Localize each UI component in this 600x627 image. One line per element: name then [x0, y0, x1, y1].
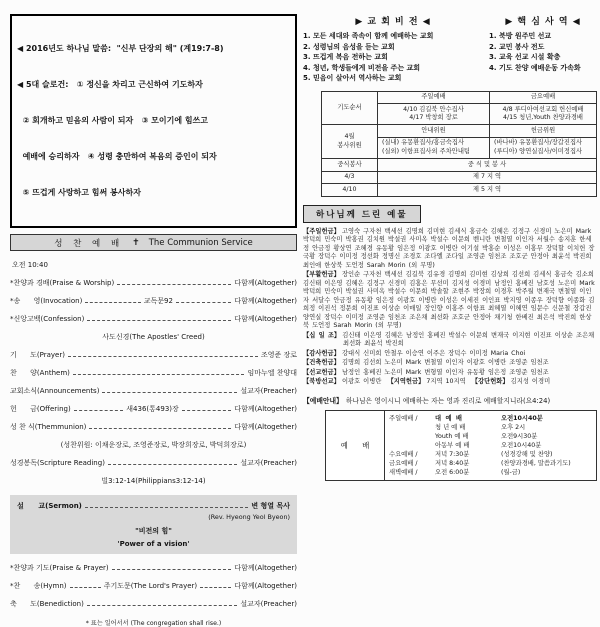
service-row — [10, 599, 297, 609]
offering-inline-row — [303, 378, 597, 387]
sermon-label: 설 교(Sermon) — [17, 502, 82, 510]
service-item-label: *찬 송(Hymn) — [10, 582, 67, 590]
worship-time: 오전10시40분 — [501, 414, 543, 422]
committee-entry: (루디아) 양연실집사/이미정집사 — [494, 147, 583, 155]
worship-name — [389, 432, 435, 441]
service-item-person: 다함께(Altogether) — [234, 423, 297, 431]
offering-tag: 【선교헌금】 — [303, 368, 340, 376]
service-item-person: 임마누엘 찬양대 — [247, 369, 297, 377]
dotted-leader — [73, 374, 245, 375]
service-row — [10, 296, 297, 306]
worship-time-row — [389, 414, 592, 423]
ministry-item: 2. 교민 봉사 전도 — [489, 42, 545, 51]
stand-footnote: * 표는 일어서서 (The congregation shall rise.) — [85, 620, 222, 627]
dotted-leader — [70, 587, 101, 588]
worship-time: 오후 2시 — [501, 423, 526, 431]
dotted-leader — [117, 284, 231, 285]
worship-times-rows — [385, 411, 596, 480]
slogan-line: 예배에 승리하자 ④ 성령 충만하여 복음의 증인이 되자 — [17, 152, 217, 161]
worship-type: 아동부 예 배 — [435, 441, 470, 449]
offering-tag: 【지역헌금】 — [387, 378, 425, 386]
communion-committee-line: (성찬위원: 이채운장로, 조영준장로, 박장희장로, 박덕희장로) — [60, 441, 247, 449]
sunday-service-header: 주일예배 — [378, 91, 490, 104]
worship-type: 대 예 배 — [435, 414, 463, 422]
worship-guide-line — [303, 395, 597, 405]
offering-tag: 【강단헌화】 — [471, 378, 509, 386]
service-item-label: *찬양과 기도(Praise & Prayer) — [10, 564, 109, 572]
friday-prayer-cell — [490, 104, 597, 125]
offering-block-thanks — [303, 350, 597, 359]
prayer-entry: 4/17 박창희 장로 — [409, 114, 458, 122]
offering-tag: 【건축헌금】 — [303, 359, 340, 367]
service-item-label: *찬양과 경배(Praise & Worship) — [10, 279, 115, 287]
service-item-label: 성경봉독(Scripture Reading) — [10, 459, 105, 467]
prayer-order-label: 기도순서 — [322, 91, 378, 125]
bulletin-right-page — [303, 14, 597, 481]
dotted-leader — [108, 464, 237, 465]
offering-block-building — [303, 359, 597, 368]
bulletin-left-page — [10, 14, 297, 627]
worship-name: 주일예배 / — [389, 414, 418, 422]
service-item-label: 축 도(Benediction) — [10, 600, 84, 608]
offering-tag: 【부활헌금】 — [303, 271, 340, 279]
friday-service-header: 금요예배 — [490, 91, 597, 104]
sermon-pastor: 변 형열 목사 — [251, 502, 290, 510]
guide-committee-cell — [378, 137, 490, 158]
prayer-entry: 4/10 김길북 안수집사 — [403, 105, 464, 113]
worship-guide-verse: 하나님은 영이시니 예배하는 자는 영과 진리로 예배할지니라(요4:24) — [345, 396, 551, 405]
worship-name — [389, 423, 435, 432]
offering-names: 김지성 이경미 — [510, 378, 551, 386]
worship-name: 새벽예배 / — [389, 468, 418, 476]
service-row — [10, 563, 297, 573]
service-row — [10, 278, 297, 288]
worship-type: 청 년 예 배 — [435, 423, 466, 431]
worship-time: 오전10시40분 — [501, 441, 542, 449]
worship-type: Youth 예 배 — [435, 432, 469, 440]
vision-item: 5. 믿음이 살아서 역사하는 교회 — [303, 74, 402, 82]
worship-times-table — [325, 410, 597, 481]
ministry-item: 3. 교육 선교 시설 확충 — [489, 53, 561, 61]
service-item-person: 설교자(Preacher) — [240, 600, 297, 608]
dotted-leader — [200, 587, 231, 588]
worship-type: 저녁 8:40분 — [435, 459, 470, 467]
sermon-pastor-english: (Rev. Hyeong Yeol Byeon) — [208, 513, 290, 521]
guide-committee-header: 안내위원 — [378, 125, 490, 138]
week-district-value: 제 7 지 역 — [378, 171, 597, 184]
slogan-line: ◀ 5대 슬로건: ① 정신을 차리고 근신하여 기도하자 — [17, 80, 203, 89]
sermon-row — [17, 501, 290, 511]
committee-entry: (바나바) 유몽환집사/장갑진집사 — [494, 139, 583, 147]
offering-tag: 【감사헌금】 — [303, 349, 340, 357]
service-item-person: 설교자(Preacher) — [240, 459, 297, 467]
dotted-leader — [74, 410, 124, 411]
vision-ministry-section — [303, 14, 597, 84]
service-item-mid: 새436(통493)장 — [126, 405, 179, 413]
week-district-value: 제 5 지 역 — [378, 184, 597, 197]
offering-committee-header: 헌금위원 — [490, 125, 597, 138]
service-row — [10, 368, 297, 378]
service-item-label: 교회소식(Announcements) — [10, 387, 100, 395]
volunteer-label-line: 봉사위원 — [337, 141, 362, 149]
offering-names: 강대식 신미희 안철우 이승연 이주은 장덕수 이미정 Maria Choi — [341, 349, 526, 357]
service-item-label: 기 도(Prayer) — [10, 351, 65, 359]
worship-name: 수요예배 / — [389, 450, 418, 458]
offering-names: 김신태 이은영 김혜은 남정인 홍베진 박설수 이문희 변재국 이지현 이진표 이상순 조은채 최선화 최윤석 박진희 — [342, 331, 595, 348]
worship-guide-tag: 【예배안내】 — [303, 396, 343, 405]
service-row — [10, 404, 297, 414]
worship-type: 오전 6:00분 — [435, 468, 470, 476]
offering-names: 김명희 김선희 노은미 Mark 변철열 이인자 이광호 이병란 조영준 임천조 — [341, 359, 549, 367]
ministry-item: 1. 북방 원주민 선교 — [489, 32, 552, 40]
worship-table-label: 예 배 — [326, 411, 385, 480]
worship-time: (성경강해 및 찬양) — [501, 450, 553, 458]
committee-entry: (실외) 이항표집사외 주차안내팀 — [382, 147, 470, 155]
dotted-leader — [112, 569, 232, 570]
service-item-label: 헌 금(Offering) — [10, 405, 71, 413]
theme-line: ◀ 2016년도 하나님 말씀: "신부 단장의 해" (계19:7-8) — [17, 44, 224, 53]
worship-time-row — [389, 432, 592, 441]
duty-schedule-table — [321, 91, 597, 197]
church-vision-list — [303, 14, 483, 84]
offering-names: 7지역 10지역 — [426, 378, 466, 386]
dotted-leader — [87, 605, 238, 606]
worship-name: 금요예배 / — [389, 459, 418, 467]
offering-block-easter — [303, 271, 597, 331]
dotted-leader — [85, 302, 140, 303]
ministry-title: ▶ 핵 심 사 역 ◀ — [505, 17, 581, 27]
worship-time: (월-금) — [501, 468, 521, 476]
worship-time-row — [389, 459, 592, 468]
service-item-person: 다함께(Altogether) — [234, 279, 297, 287]
offering-names: 장인순 구자천 백세선 김길북 김유경 김명희 김미현 김상희 김선희 김세식 홍금숙 김소희 김신태 이은영 김혜은 김정구 신경미 김홍은 무선미 김지성 이경미 남정인 홍베진 남호성 노은미 Mark 박덕희 민숙미 박설권 사미옥 박설수 이문희 박솔할 조현주 박장희 이경후 박주월 변재국 변철열 이인자 서달수 안금정 유동황 임은정 이광호 이병란 이성은 이세진 이인표 박지영 이종우 장덕향 이종화 김희정 이진석 정문희 이진표 이상순 이매일 장인향 이홍주 이항표 최혜열 이혜연 임문수 신문철 장갑진 양연실 장덕수 이미정 조영준 임천조 조은채 최선화 조호군 안정아 채기청 한베진 최은석 박진희 한상북 도언정 Sarah Morin (외 무명) — [303, 271, 595, 330]
core-ministry-list — [489, 14, 597, 84]
scripture-reference-line: 빌3:12-14(Philippians3:12-14) — [101, 477, 206, 485]
sunday-prayer-cell — [378, 104, 490, 125]
dotted-leader — [68, 356, 258, 357]
service-item-person: 조영준 장로 — [260, 351, 297, 359]
vision-item: 4. 청년, 학생들에게 비전을 주는 교회 — [303, 63, 421, 72]
offering-block-sunday — [303, 228, 597, 271]
service-row — [10, 581, 297, 591]
dotted-leader — [182, 410, 232, 411]
service-title-bar — [10, 234, 297, 251]
week-date-label: 4/3 — [322, 171, 378, 184]
slogan-line: ② 회개하고 믿음의 사람이 되자 ③ 모이기에 힘쓰고 — [17, 116, 209, 125]
dotted-leader — [85, 507, 248, 508]
service-item-label: 찬 양(Anthem) — [10, 369, 70, 377]
dotted-leader — [87, 320, 231, 321]
offering-names: 고영숙 구자천 백세선 김명희 김미현 김세식 홍금숙 김혜은 김정구 신경미 노은미 Mark 박덕희 민숙미 박홍권 김치원 박설권 사미옥 박설수 이문희 벤니란 변철열 이인자 서월수 송지훈 한세정 안금정 황상연 조혜경 유동황 임은정 이광호 이병란 이기설 박홍순 이성은 이홍무 장덕할 이치헌 장국황 장덕수 이미정 정선화 정명신 조경호 조다엘 조다일 조영준 임천조 조호군 안정아 최윤석 박진희 최인애 한상북 도언정 Sarah Morin (외 무명) — [303, 227, 595, 269]
prayer-entry: 4/15 청년,Youth 찬양과경배 — [502, 114, 584, 122]
worship-time-row — [389, 468, 592, 477]
apostles-creed-line: 사도신경(The Apostles' Creed) — [102, 333, 205, 341]
offering-tag: 【북방선교】 — [303, 378, 340, 386]
cross-icon: ✝ — [132, 237, 140, 248]
worship-time-row — [389, 423, 592, 432]
worship-time: (찬양과경배, 말씀과기도) — [501, 459, 571, 467]
service-item-person: 다함께(Altogether) — [234, 315, 297, 323]
service-item-person: 다함께(Altogether) — [234, 582, 297, 590]
service-row — [10, 458, 297, 468]
sermon-title-english: 'Power of a vision' — [117, 540, 190, 548]
service-title-english: The Communion Service — [148, 237, 253, 248]
service-item-label: *송 영(Invocation) — [10, 297, 83, 305]
sermon-section — [10, 495, 297, 554]
service-time: 오전 10:40 — [12, 261, 48, 269]
service-row — [10, 314, 297, 324]
vision-title: ▶ 교 회 비 전 ◀ — [355, 17, 431, 27]
service-item-person: 다함께(Altogether) — [234, 564, 297, 572]
offerings-header-box: 하나님께 드린 예물 — [303, 205, 421, 223]
service-row — [10, 386, 297, 396]
vision-item: 2. 성령님의 음성을 듣는 교회 — [303, 42, 395, 51]
service-item-person: 설교자(Preacher) — [240, 387, 297, 395]
offerings-section — [303, 228, 597, 387]
offering-block-mission — [303, 369, 597, 378]
service-item-label: *신앙고백(Confession) — [10, 315, 85, 323]
offering-committee-cell — [490, 137, 597, 158]
service-title-korean: 성 찬 예 배 — [54, 238, 124, 249]
worship-time: 오전9시30분 — [501, 432, 538, 440]
worship-time-row — [389, 450, 592, 459]
offering-names: 남정인 홍베진 노은미 Mark 변형열 이인자 유동황 임은정 조영준 임천조 — [341, 368, 549, 376]
week-date-label: 4/10 — [322, 184, 378, 197]
vision-item: 3. 뜨겁게 복음 전하는 교회 — [303, 53, 388, 61]
dotted-leader — [176, 302, 231, 303]
service-item-person: 다함께(Altogether) — [234, 297, 298, 305]
worship-type: 저녁 7:30분 — [435, 450, 470, 458]
volunteer-label-line: 4월 — [344, 133, 355, 141]
lunch-duty-value: 중 식 및 봉 사 — [378, 159, 597, 172]
service-row — [10, 350, 297, 360]
worship-time-row — [389, 441, 592, 450]
april-volunteer-label — [322, 125, 378, 159]
vision-item: 1. 모든 세대와 족속이 함께 예배하는 교회 — [303, 32, 434, 40]
dotted-leader — [102, 392, 237, 393]
service-item-mid: 주기도문(The Lord's Prayer) — [103, 582, 198, 590]
dotted-leader — [89, 428, 231, 429]
service-row — [10, 422, 297, 432]
worship-name — [389, 441, 435, 450]
ministry-item: 4. 기도 찬양 예배운동 가속화 — [489, 63, 581, 72]
slogan-line: ⑤ 뜨겁게 사랑하고 힘써 봉사하자 — [17, 188, 141, 197]
offering-names: 이광호 이병란 — [341, 378, 382, 386]
service-item-label: 성 찬 식(Themmunion) — [10, 423, 87, 431]
sermon-title-korean: "비전의 힘" — [135, 527, 172, 535]
service-item-person: 다함께(Altogether) — [234, 405, 298, 413]
prayer-entry: 4/8 루디아여선교회 헌신예배 — [502, 105, 584, 113]
yearly-theme-box — [10, 14, 297, 228]
order-of-service — [10, 278, 297, 627]
committee-entry: (실내) 유몽환집사/홍금숙집사 — [382, 139, 465, 147]
offering-tag: 【십 일 조】 — [303, 331, 341, 339]
offering-block-tithe — [303, 332, 597, 349]
offering-tag: 【주일헌금】 — [303, 227, 340, 235]
lunch-duty-label: 중식봉사 — [322, 159, 378, 172]
service-item-mid: 교독문92 — [143, 297, 173, 305]
